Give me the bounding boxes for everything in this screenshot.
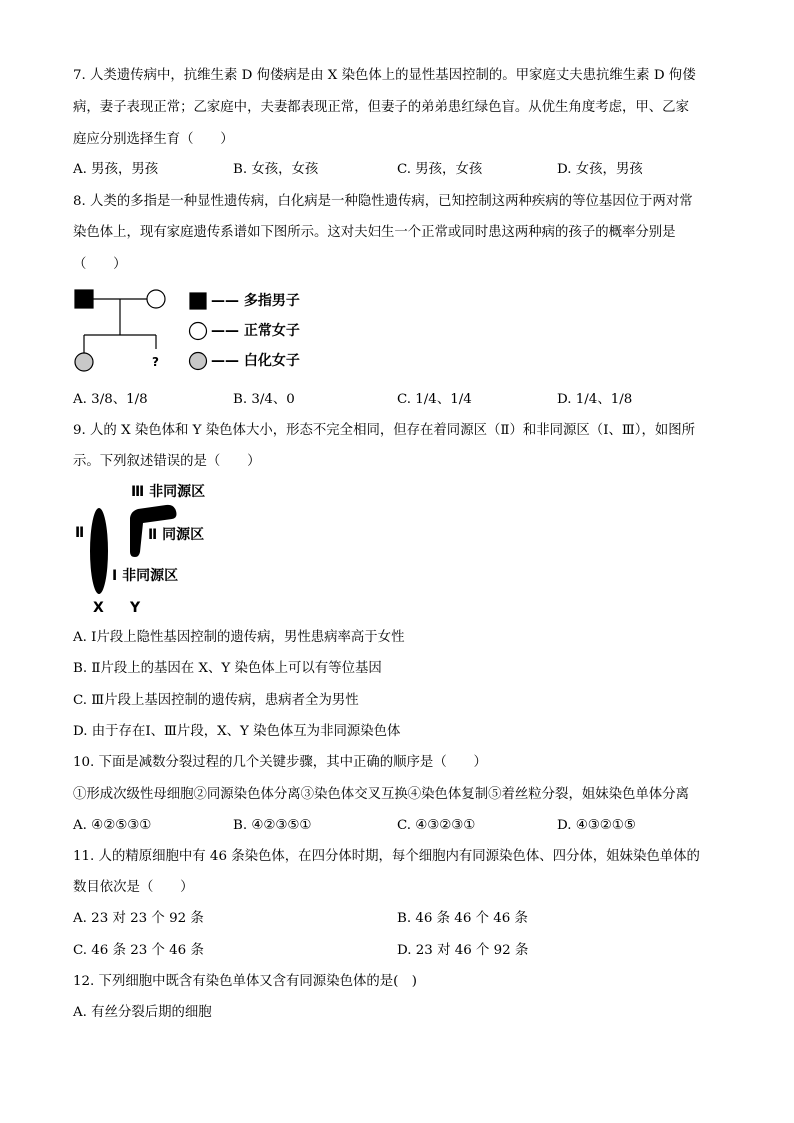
q11-option-b: B. 46 条 46 个 46 条 — [397, 911, 528, 926]
q9-stem-line1: 9. 人的 X 染色体和 Y 染色体大小，形态不完全相同，但存在着同源区（Ⅱ）和非同源区（Ⅰ、Ⅲ），如图所 — [73, 423, 696, 438]
q10-stem-line2: ①形成次级性母细胞②同源染色体分离③染色体交叉互换④染色体复制⑤着丝粒分裂，姐妹染色单体分离 — [73, 787, 689, 802]
q11-stem-line1: 11. 人的精原细胞中有 46 条染色体，在四分体时期，每个细胞内有同源染色体、四分体，姐妹染色单体的 — [73, 849, 700, 864]
legend-affected-male-label: —— 多指男子 — [211, 293, 300, 309]
q7-option-b: B. 女孩，女孩 — [233, 162, 319, 177]
q7-option-c: C. 男孩，女孩 — [397, 162, 483, 177]
q11-option-c: C. 46 条 23 个 46 条 — [73, 943, 204, 958]
region-2-right-label: Ⅱ 同源区 — [148, 527, 205, 543]
region-2-left-label: Ⅱ — [75, 525, 85, 541]
q8-stem-line3: （ ） — [73, 257, 127, 272]
q10-option-d: D. ④③②①⑤ — [557, 818, 636, 833]
q8-stem-line2: 染色体上，现有家庭遗传系谱如下图所示。这对夫妇生一个正常或同时患这两种病的孩子的概率分别是 — [73, 225, 676, 240]
q8-option-a: A. 3/8、1/8 — [73, 392, 148, 407]
q7-stem-line3: 庭应分别选择生育（ ） — [73, 132, 234, 147]
q7-stem-line2: 病，妻子表现正常；乙家庭中，夫妻都表现正常，但妻子的弟弟患红绿色盲。从优生角度考虑，甲、乙家 — [73, 100, 689, 115]
q9-option-b: B. Ⅱ片段上的基因在 X、Y 染色体上可以有等位基因 — [73, 661, 382, 676]
region-1-label: Ⅰ 非同源区 — [112, 568, 179, 584]
q9-option-d: D. 由于存在Ⅰ、Ⅲ片段，X、Y 染色体互为非同源染色体 — [73, 724, 401, 739]
q10-option-b: B. ④②③⑤① — [233, 818, 312, 833]
q12-option-a: A. 有丝分裂后期的细胞 — [73, 1005, 212, 1020]
y-chromosome-label: Y — [130, 600, 141, 616]
q12-stem-line1: 12. 下列细胞中既含有染色单体又含有同源染色体的是( ) — [73, 974, 417, 989]
q10-stem-line1: 10. 下面是减数分裂过程的几个关键步骤，其中正确的顺序是（ ） — [73, 755, 487, 770]
q11-stem-line2: 数目依次是（ ） — [73, 880, 194, 895]
x-chromosome-label: X — [93, 600, 104, 616]
q7-stem-line1: 7. 人类遗传病中，抗维生素 D 佝偻病是由 X 染色体上的显性基因控制的。甲家庭丈夫患抗维生素 D 佝偻 — [73, 68, 696, 83]
region-3-label: Ⅲ 非同源区 — [131, 484, 206, 500]
q11-option-d: D. 23 对 46 个 92 条 — [397, 943, 529, 958]
q11-option-a: A. 23 对 23 个 92 条 — [73, 911, 204, 926]
legend-albino-female-label: —— 白化女子 — [211, 353, 300, 369]
legend-normal-female-label: —— 正常女子 — [211, 323, 300, 339]
q9-stem-line2: 示。下列叙述错误的是（ ） — [73, 454, 261, 469]
q7-option-d: D. 女孩，男孩 — [557, 162, 643, 177]
q8-option-c: C. 1/4、1/4 — [397, 392, 472, 407]
q8-option-d: D. 1/4、1/8 — [557, 392, 633, 407]
q9-option-c: C. Ⅲ片段上基因控制的遗传病，患病者全为男性 — [73, 693, 359, 708]
q8-option-b: B. 3/4、0 — [233, 392, 295, 407]
x-chromosome — [90, 508, 108, 594]
unknown-child-mark: ? — [152, 355, 159, 369]
q10-option-a: A. ④②⑤③① — [73, 818, 152, 833]
q8-stem-line1: 8. 人类的多指是一种显性遗传病，白化病是一种隐性遗传病，已知控制这两种疾病的等位基因位于两对常 — [73, 194, 693, 209]
q9-option-a: A. Ⅰ片段上隐性基因控制的遗传病，男性患病率高于女性 — [73, 630, 405, 645]
q10-option-c: C. ④③②③① — [397, 818, 476, 833]
q7-option-a: A. 男孩，男孩 — [73, 162, 159, 177]
